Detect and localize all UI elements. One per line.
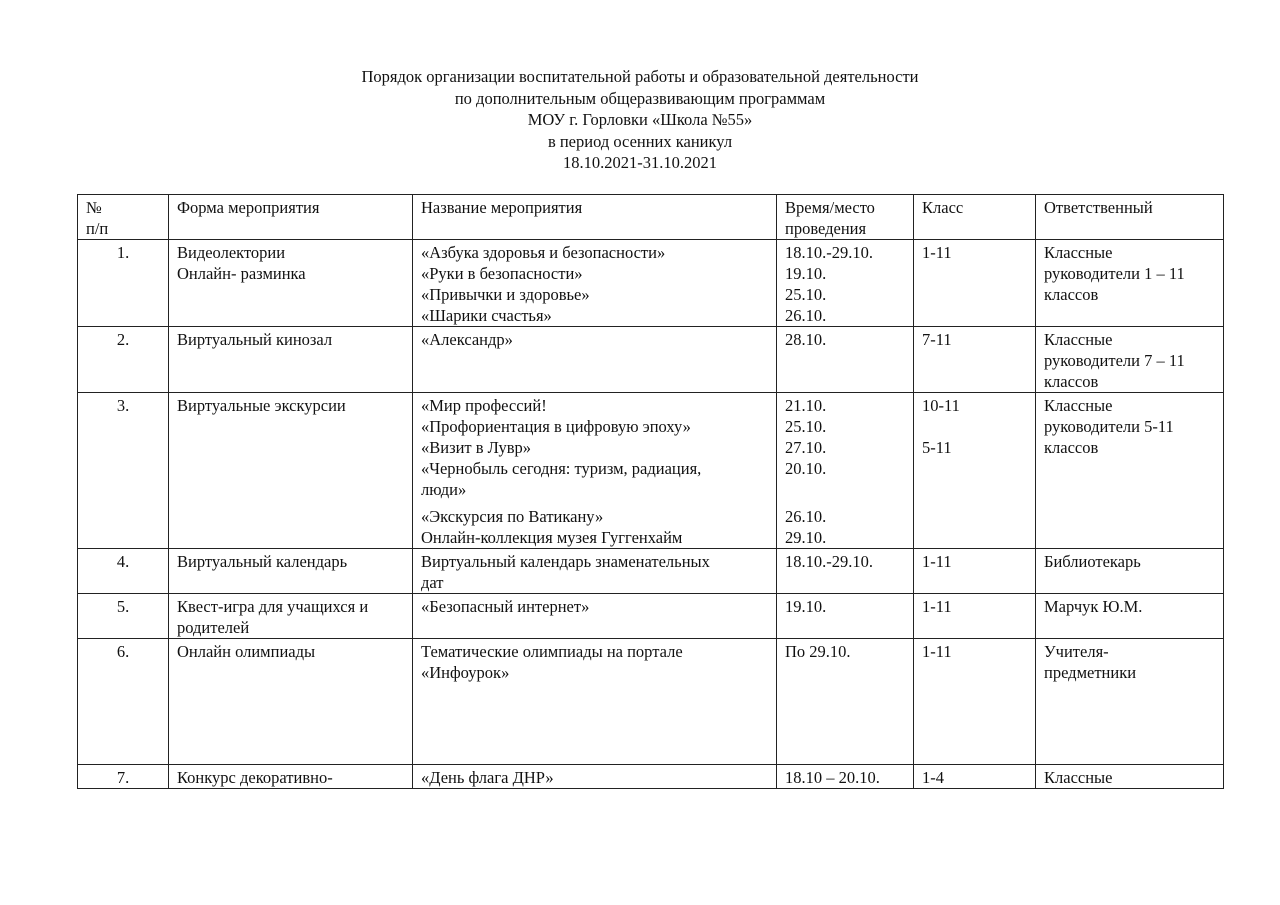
cell-line: 25.10. [785,417,827,436]
header-responsible: Ответственный [1036,195,1224,240]
event-form [169,765,413,789]
cell-line: 1-11 [922,552,952,571]
cell-line: 21.10. [785,396,827,415]
table-row [78,393,1224,549]
event-name [413,393,777,549]
row-number: 2. [78,327,169,393]
header-time-line: проведения [785,219,867,238]
row-number: 5. [78,594,169,639]
cell-line: 20.10. [785,459,827,478]
document-title [0,66,1280,174]
cell-line: родителей [177,618,250,637]
cell-line: Учителя- [1044,642,1109,661]
event-responsible [1036,393,1224,549]
cell-line: 5-11 [922,438,952,457]
event-time [777,549,914,594]
cell-line: Классные [1044,330,1113,349]
cell-line: 7-11 [922,330,952,349]
cell-line: «Инфоурок» [421,663,510,682]
cell-line: 19.10. [785,264,827,283]
table-row [78,327,1224,393]
title-line: 18.10.2021-31.10.2021 [563,153,717,172]
cell-line: Онлайн- разминка [177,264,306,283]
cell-line: 1-11 [922,243,952,262]
cell-line: Виртуальный календарь знаменательных [421,552,710,571]
event-name [413,594,777,639]
cell-line: Онлайн олимпиады [177,642,316,661]
row-number: 3. [78,393,169,549]
cell-line: 1-11 [922,597,952,616]
cell-line: классов [1044,285,1099,304]
cell-line: «День флага ДНР» [421,768,554,787]
cell-line: «Чернобыль сегодня: туризм, радиация, [421,459,702,478]
title-line: МОУ г. Горловки «Школа №55» [527,110,753,129]
event-form [169,393,413,549]
event-responsible [1036,549,1224,594]
cell-line: «Визит в Лувр» [421,438,532,457]
event-name [413,765,777,789]
cell-line: Библиотекарь [1044,552,1141,571]
event-responsible [1036,594,1224,639]
events-table [77,194,1224,789]
event-form [169,549,413,594]
cell-line: «Азбука здоровья и безопасности» [421,243,666,262]
cell-line: «Александр» [421,330,513,349]
header-class: Класс [914,195,1036,240]
cell-line: Онлайн-коллекция музея Гуггенхайм [421,528,683,547]
table-row [78,594,1224,639]
title-line: Порядок организации воспитательной работы и образовательной деятельности [361,67,919,86]
event-time [777,327,914,393]
table-row [78,765,1224,789]
event-responsible [1036,240,1224,327]
event-class [914,549,1036,594]
cell-line: классов [1044,372,1099,391]
event-form [169,327,413,393]
title-line: по дополнительным общеразвивающим программам [454,88,826,108]
cell-line: 1-4 [922,768,944,787]
cell-line: люди» [421,480,467,499]
cell-line: 10-11 [922,396,960,415]
event-time [777,639,914,765]
event-class [914,240,1036,327]
cell-line: «Привычки и здоровье» [421,285,590,304]
cell-line: 26.10. [785,507,827,526]
event-form [169,240,413,327]
event-class [914,393,1036,549]
cell-line: Видеолектории [177,243,286,262]
cell-line: 18.10 – 20.10. [785,768,880,787]
event-responsible [1036,639,1224,765]
header-num [78,195,169,240]
table-row [78,549,1224,594]
event-form [169,594,413,639]
event-time [777,594,914,639]
event-name [413,240,777,327]
event-time [777,240,914,327]
cell-line: 19.10. [785,597,827,616]
cell-line: Конкурс декоративно- [177,768,333,787]
cell-line: 1-11 [922,642,952,661]
header-time [777,195,914,240]
spacer [922,416,1029,437]
cell-line: «Шарики счастья» [421,306,552,325]
cell-line: Тематические олимпиады на портале [421,642,683,661]
cell-line: «Руки в безопасности» [421,264,583,283]
cell-line: Квест-игра для учащихся и [177,597,369,616]
event-name [413,327,777,393]
event-class [914,639,1036,765]
table-header-row [78,195,1224,240]
event-form [169,639,413,765]
cell-line: классов [1044,438,1099,457]
cell-line: Классные [1044,243,1113,262]
event-responsible [1036,327,1224,393]
title-line: в период осенних каникул [547,131,733,151]
event-class [914,594,1036,639]
cell-line: 28.10. [785,330,827,349]
table-row [78,240,1224,327]
cell-line: Классные [1044,396,1113,415]
row-number: 6. [78,639,169,765]
cell-line: «Мир профессий! [421,396,547,415]
cell-line: 29.10. [785,528,827,547]
cell-line: 25.10. [785,285,827,304]
cell-line: руководители 7 – 11 [1044,351,1185,370]
header-time-line: Время/место [785,198,875,217]
header-form: Форма мероприятия [169,195,413,240]
event-time [777,393,914,549]
row-number: 1. [78,240,169,327]
event-responsible [1036,765,1224,789]
row-number: 4. [78,549,169,594]
cell-line: 26.10. [785,306,827,325]
cell-line: 18.10.-29.10. [785,243,873,262]
cell-line: Виртуальные экскурсии [177,396,346,415]
table-row [78,639,1224,765]
cell-line: Марчук Ю.М. [1044,597,1143,616]
row-number: 7. [78,765,169,789]
cell-line: 27.10. [785,438,827,457]
event-time [777,765,914,789]
cell-line: «Безопасный интернет» [421,597,590,616]
cell-line: руководители 1 – 11 [1044,264,1185,283]
cell-line: «Профориентация в цифровую эпоху» [421,417,691,436]
cell-line: руководители 5-11 [1044,417,1174,436]
event-name [413,549,777,594]
header-num-line: № [86,198,102,217]
header-name: Название мероприятия [413,195,777,240]
event-class [914,765,1036,789]
cell-line: «Экскурсия по Ватикану» [421,507,604,526]
header-num-line: п/п [86,219,109,238]
event-name [413,639,777,765]
cell-line: 18.10.-29.10. [785,552,873,571]
cell-line: дат [421,573,444,592]
event-class [914,327,1036,393]
cell-line: Виртуальный календарь [177,552,348,571]
spacer [785,479,907,500]
cell-line: Виртуальный кинозал [177,330,333,349]
cell-line: предметники [1044,663,1137,682]
cell-line: По 29.10. [785,642,851,661]
cell-line: Классные [1044,768,1113,787]
